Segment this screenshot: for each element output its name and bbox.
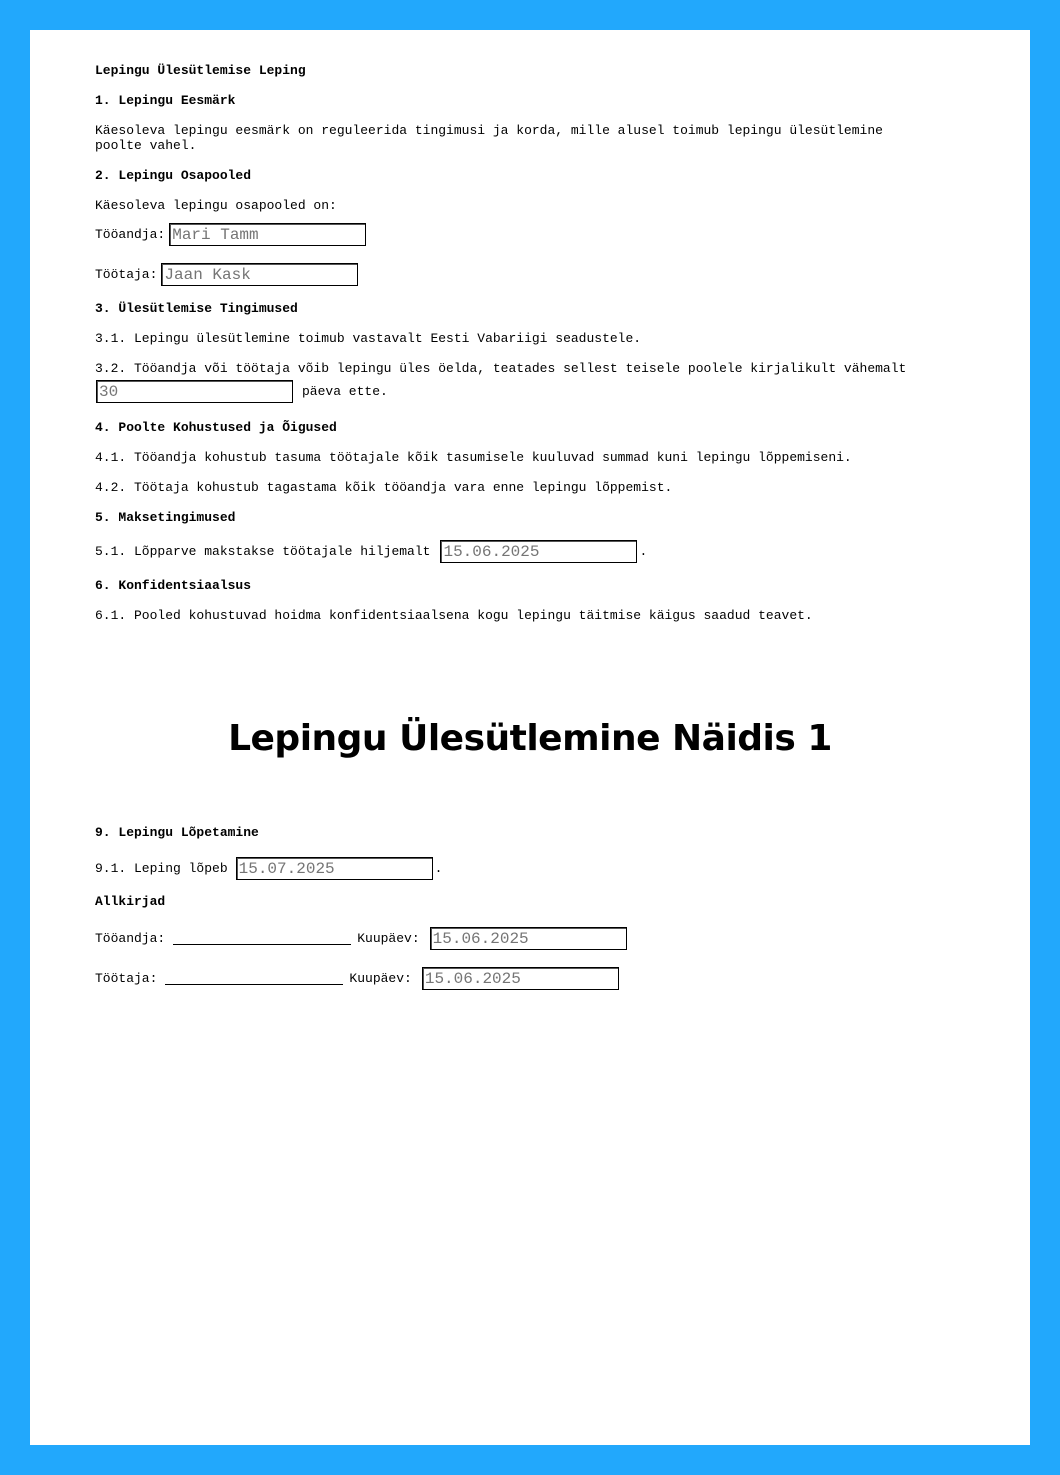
employee-label: Töötaja:: [95, 267, 158, 282]
final-payment-label: 5.1. Lõpparve makstakse töötajale hiljemalt: [95, 544, 431, 559]
notice-period-suffix: päeva ette.: [302, 384, 388, 399]
employer-label: Tööandja:: [95, 227, 166, 242]
notice-period-input[interactable]: [96, 380, 293, 403]
contract-end-period: .: [434, 861, 443, 876]
section-6-p1: 6.1. Pooled kohustuvad hoidma konfidentsiaalsena kogu lepingu täitmise käigus saadud teavet.: [95, 608, 813, 623]
section-9-title: 9. Lepingu Lõpetamine: [95, 825, 259, 840]
signatures-title: Allkirjad: [95, 894, 166, 909]
employee-name-input[interactable]: [161, 263, 358, 286]
employee-date-input[interactable]: [422, 967, 619, 990]
section-4-p2: 4.2. Töötaja kohustub tagastama kõik tööandja vara enne lepingu lõppemist.: [95, 480, 673, 495]
employer-signature-label: Tööandja:: [95, 931, 166, 946]
employer-row: [95, 223, 975, 246]
document-big-title: Lepingu Ülesütlemine Näidis 1: [228, 718, 832, 759]
contract-end-date-input[interactable]: [236, 857, 433, 880]
section-1-text: Käesoleva lepingu eesmärk on reguleerida tingimusi ja korda, mille alusel toimub lepingu ülesütlemine poolte vahel.: [95, 123, 883, 153]
employee-signature-row: [95, 967, 975, 990]
employee-date-label: Kuupäev:: [349, 971, 412, 986]
final-payment-row: [95, 540, 975, 563]
notice-period-row: [95, 380, 975, 403]
employer-date-label: Kuupäev:: [357, 931, 420, 946]
section-6-title: 6. Konfidentsiaalsus: [95, 578, 252, 593]
employee-row: [95, 263, 975, 286]
employee-signature-line[interactable]: [165, 972, 343, 985]
employer-signature-line[interactable]: [173, 932, 351, 945]
section-3-p1: 3.1. Lepingu ülesütlemine toimub vastavalt Eesti Vabariigi seadustele.: [95, 331, 642, 346]
section-4-p1: 4.1. Tööandja kohustub tasuma töötajale kõik tasumisele kuuluvad summad kuni lepingu lõppemiseni.: [95, 450, 852, 465]
section-2-title: 2. Lepingu Osapooled: [95, 168, 252, 183]
document-body: [95, 63, 975, 638]
section-2-intro: Käesoleva lepingu osapooled on:: [95, 198, 337, 213]
contract-end-row: [95, 857, 975, 880]
contract-end-label: 9.1. Leping lõpeb: [95, 861, 228, 876]
section-1-title: 1. Lepingu Eesmärk: [95, 93, 236, 108]
employer-signature-row: [95, 927, 975, 950]
section-3-title: 3. Ülesütlemise Tingimused: [95, 301, 298, 316]
section-3-p2-line1: 3.2. Tööandja või töötaja võib lepingu üles öelda, teatades sellest teisele poolele kirjalikult vähemalt: [95, 361, 907, 376]
document-heading: Lepingu Ülesütlemise Leping: [95, 63, 306, 78]
employer-name-input[interactable]: [169, 223, 366, 246]
section-5-title: 5. Maksetingimused: [95, 510, 236, 525]
final-payment-period: .: [639, 544, 648, 559]
employer-date-input[interactable]: [430, 927, 627, 950]
section-4-title: 4. Poolte Kohustused ja Õigused: [95, 420, 337, 435]
final-payment-date-input[interactable]: [440, 540, 637, 563]
document-lower-body: [95, 825, 975, 1007]
employee-signature-label: Töötaja:: [95, 971, 158, 986]
